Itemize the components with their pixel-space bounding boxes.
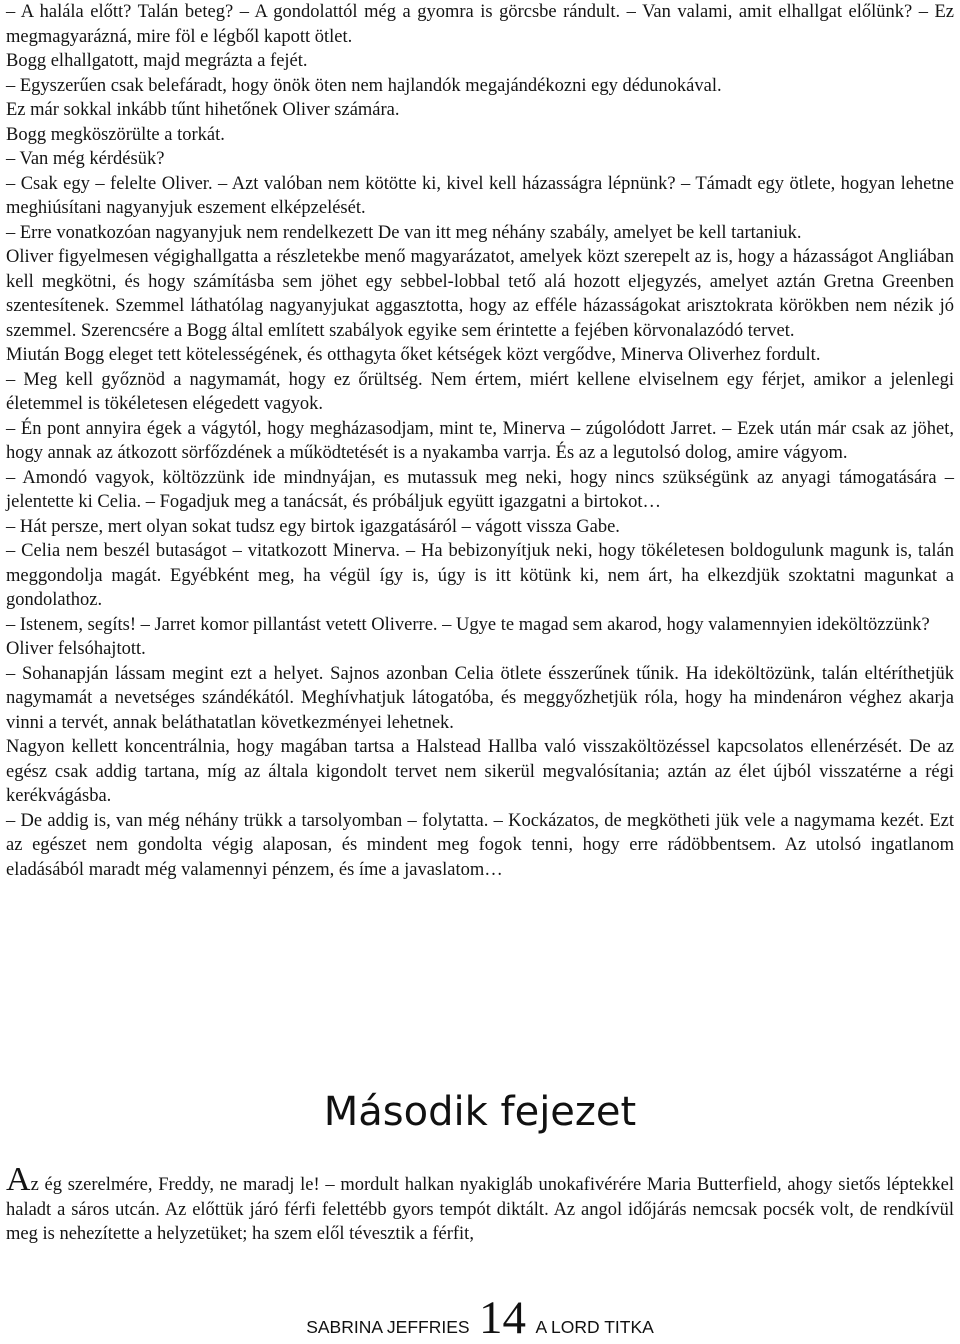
paragraph-1: – A halála előtt? Talán beteg? – A gondolattól még a gyomra is görcsbe rándult. – Van valami, amit elhallgat előlünk? – Ez megmagyarázná, mire föl e légből kapott ötlet.	[6, 2, 954, 47]
paragraph-12: – Én pont annyira égek a vágytól, hogy megházasodjam, mint te, Minerva – zúgolódott Jarret. – Ezek után már csak az jöhet, hogy annak az átkozott sörfőzdének a működtetését is a nyakamba varrja. És az a legutolsó dolog, amire vágyom.	[6, 418, 954, 463]
footer-book-title: A LORD TITKA	[535, 1317, 654, 1337]
paragraph-2: Bogg elhallgatott, majd megrázta a fejét.	[6, 51, 308, 71]
page-footer	[0, 1292, 960, 1344]
drop-cap: A	[6, 1161, 31, 1198]
paragraph-14: – Hát persze, mert olyan sokat tudsz egy birtok igazgatásáról – vágott vissza Gabe.	[6, 516, 620, 537]
paragraph-16: – Istenem, segíts! – Jarret komor pillantást vetett Oliverre. – Ugye te magad sem akarod, hogy valamennyien ideköltözzünk?	[6, 614, 930, 635]
paragraph-10: Miután Bogg eleget tett kötelességének, és otthagyta őket kétségek közt vergődve, Minerva Oliverhez fordult.	[6, 345, 821, 365]
paragraph-11: – Meg kell győznöd a nagymamát, hogy ez őrültség. Nem értem, miért kellene elviselnem egy férjet, amikor a jelenlegi életemmel is tökéletesen elégedett vagyok.	[6, 369, 954, 414]
paragraph-20: – De addig is, van még néhány trükk a tarsolyomban – folytatta. – Kockázatos, de megkötheti jük vele a nagymama kezét. Ezt az egészet nem gondolta végig alaposan, és mindent meg fogok tenni, hogy erre rádöbbentsem. Az utolsó ingatlanom eladásából maradt még valamennyi pénzem, és íme a javaslatom…	[6, 810, 954, 880]
paragraph-17: Oliver felsóhajtott.	[6, 639, 146, 659]
paragraph-4: Ez már sokkal inkább tűnt hihetőnek Oliver számára.	[6, 100, 400, 120]
page-number: 14	[479, 1292, 527, 1344]
chapter-first-paragraph-text: z ég szerelmére, Freddy, ne maradj le! – mordult halkan nyakigláb unokafivérére Maria Butterfield, ahogy sietős léptekkel haladt a sáros utcán. Az előttük járó férfi felettébb gyors tempót diktált. Az angol időjárás nemcsak pocsék volt, de rendkívül meg is nehezítette a helyzetüket; ha szem elől tévesztik a férfit,	[6, 1175, 954, 1244]
chapter-first-paragraph	[6, 1161, 954, 1247]
paragraph-13: – Amondó vagyok, költözzünk ide mindnyájan, es mutassuk meg neki, hogy nincs szükségünk az anyagi támogatására – jelentette ki Celia. – Fogadjuk meg a tanácsát, és próbáljuk együtt igazgatni a birtokot…	[6, 467, 954, 512]
paragraph-8: – Erre vonatkozóan nagyanyjuk nem rendelkezett De van itt meg néhány szabály, amelyet be kell tartaniuk.	[6, 222, 802, 243]
paragraph-5: Bogg megköszörülte a torkát.	[6, 124, 225, 145]
paragraph-6: – Van még kérdésük?	[6, 149, 165, 169]
chapter-heading: Második fejezet	[323, 1089, 637, 1135]
paragraph-19: Nagyon kellett koncentrálnia, hogy magában tartsa a Halstead Hallba való visszaköltözéssel kapcsolatos ellenérzését. De az egész csak addig tartana, míg az általa kigondolt tervet nem sikerül megvalósítania; aztán az élet újból visszatérne a régi kerékvágásba.	[6, 737, 954, 806]
paragraph-18: – Sohanapján lássam megint ezt a helyet. Sajnos azonban Celia ötlete ésszerűnek tűnik. Ha ideköltözünk, talán eltéríthetjük nagymamát a nevetséges szándékától. Meghívhatjuk látogatóba, és meggyőzhetjük róla, hogy ha mindenáron véghez akarja vinni a tervét, annak beláthatatlan következményei lehetnek.	[6, 663, 954, 733]
paragraph-9: Oliver figyelmesen végighallgatta a részletekbe menő magyarázatot, amelyek közt szerepelt az is, hogy a házasságot Angliában kell megkötni, és hogy számításba sem jöhet egy sebbel-lobbal tető alá hozott eljegyzés, amelyet aztán Gretna Greenben szentesítenek. Szemmel láthatólag nagyanyjukat aggasztotta, hogy az efféle házasságokat arisztokrata körökben nem nézik jó szemmel. Szerencsére a Bogg által említett szabályok egyike sem érintette a fejében körvonalazódó tervet.	[6, 247, 954, 341]
footer-author: SABRINA JEFFRIES	[306, 1317, 470, 1337]
paragraph-15: – Celia nem beszél butaságot – vitatkozott Minerva. – Ha bebizonyítjuk neki, hogy tökéletesen boldogulunk magunk is, talán meggondolja magát. Egyébként meg, ha végül így is, úgy is itt kötünk ki, nem árt, ha elkezdjük szoktatni magunkat a gondolathoz.	[6, 541, 954, 610]
book-page-text	[6, 0, 954, 882]
chapter-opening	[6, 1161, 954, 1247]
paragraph-3: – Egyszerűen csak belefáradt, hogy önök öten nem hajlandók megajándékozni egy dédunokával.	[6, 75, 722, 96]
paragraph-7: – Csak egy – felelte Oliver. – Azt valóban nem kötötte ki, kivel kell házasságra lépnünk? – Támadt egy ötlete, hogyan lehetne meghiúsítani nagyanyjuk eszement elképzelését.	[6, 173, 954, 218]
